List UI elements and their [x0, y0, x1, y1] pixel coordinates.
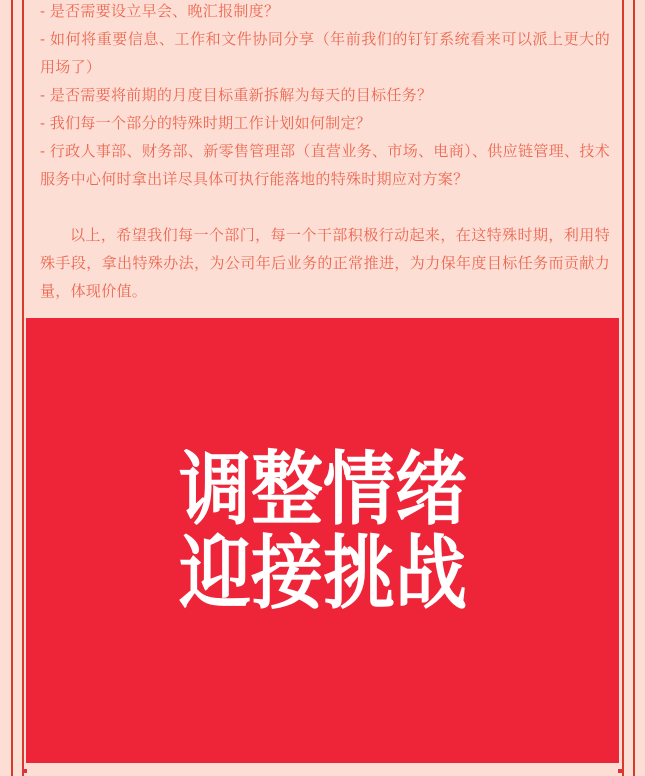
banner-slogan-line2: 迎接挑战 [178, 528, 467, 618]
bullet-item: - 是否需要将前期的月度目标重新拆解为每天的目标任务？ [40, 87, 433, 104]
bullet-item: - 行政人事部、财务部、新零售管理部（直营业务、市场、电商）、供应链管理、技术服务中心何时拿出详尽具体可执行能落地的特殊时期应对方案？ [40, 143, 610, 188]
dashed-border-dot-left [23, 769, 27, 773]
banner-slogan-line1: 调整情绪 [178, 444, 467, 534]
bullet-item: - 我们每一个部分的特殊时期工作计划如何制定？ [40, 115, 372, 132]
closing-paragraph: 以上，希望我们每一个部门，每一个干部积极行动起来，在这特殊时期，利用特殊手段，拿出特殊办法，为公司年后业务的正常推进，为力保年度目标任务而贡献力量，体现价值。 [40, 227, 610, 300]
frame-line-right-inner [622, 0, 624, 776]
frame-line-right-outer [633, 0, 635, 776]
frame-line-left-outer [11, 0, 13, 776]
banner-image [26, 318, 619, 763]
frame-line-left-inner [22, 0, 24, 776]
bullet-item: - 如何将重要信息、工作和文件协同分享（年前我们的钉钉系统看来可以派上更大的用场了） [40, 31, 610, 76]
article-body [40, 0, 610, 306]
banner-slogan [178, 444, 467, 618]
bullet-item: - 是否需要设立早会、晚汇报制度？ [40, 3, 280, 20]
dashed-border-dot-right [618, 769, 622, 773]
